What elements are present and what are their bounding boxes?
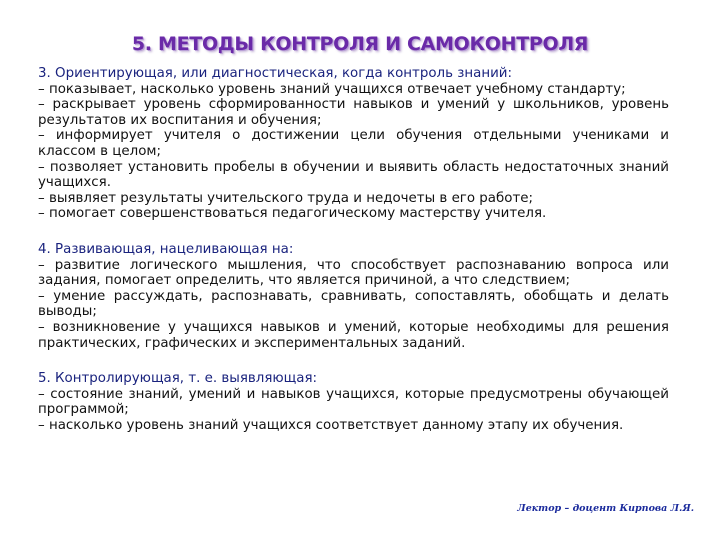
section-heading: 3. Ориентирующая, или диагностическая, когда контроль знаний: <box>38 66 512 81</box>
section-controlling <box>38 371 669 433</box>
list-item: – состояние знаний, умений и навыков учащихся, которые предусмотрены обучающей программой; <box>38 386 669 418</box>
list-item: – насколько уровень знаний учащихся соответствует данному этапу их обучения. <box>38 417 624 433</box>
page-title: 5. МЕТОДЫ КОНТРОЛЯ И САМОКОНТРОЛЯ <box>131 33 589 55</box>
document-body <box>38 66 669 453</box>
list-item: – позволяет установить пробелы в обучении и выявить область недостаточных знаний учащихся. <box>38 159 669 191</box>
lecturer-signature: Лектор – доцент Кирпова Л.Я. <box>517 503 694 514</box>
list-item: – раскрывает уровень сформированности навыков и умений у школьников, уровень результатов их воспитания и обучения; <box>38 97 669 128</box>
list-item: – выявляет результаты учительского труда и недочеты в его работе; <box>38 190 534 206</box>
section-heading: 4. Развивающая, нацеливающая на: <box>38 241 294 257</box>
section-heading: 5. Контролирующая, т. е. выявляющая: <box>38 371 318 387</box>
list-item: – информирует учителя о достижении цели обучения отдельными учениками и классом в целом; <box>38 128 669 159</box>
list-item: – показывает, насколько уровень знаний учащихся отвечает учебному стандарту; <box>38 81 626 97</box>
list-item: – умение рассуждать, распознавать, сравнивать, сопоставлять, обобщать и делать выводы; <box>38 288 669 320</box>
list-item: – развитие логического мышления, что способствует распознаванию вопроса или задания, помогает определить, что является причиной, а что следствием; <box>38 257 669 289</box>
list-item: – возникновение у учащихся навыков и умений, которые необходимы для решения практических, графических и экспериментальных заданий. <box>38 319 669 351</box>
section-orienting <box>38 66 669 222</box>
list-item: – помогает совершенствоваться педагогическому мастерству учителя. <box>38 206 547 222</box>
section-developing <box>38 242 669 351</box>
